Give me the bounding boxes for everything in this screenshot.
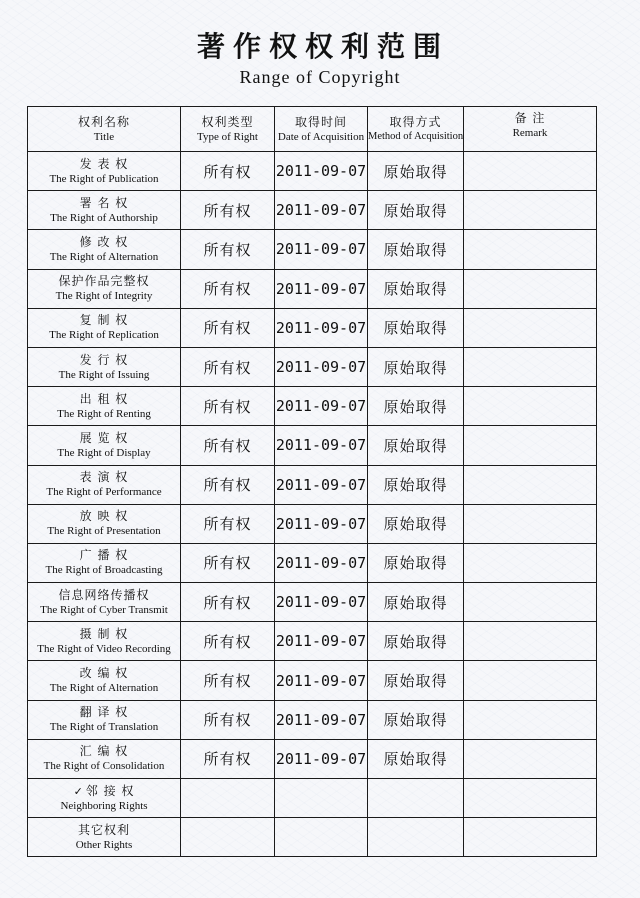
row-title-cn: 改 编 权 — [79, 666, 129, 681]
row-date-cell: 2011-09-07 — [275, 661, 368, 700]
row-title-cn: 表 演 权 — [79, 470, 129, 485]
row-title-cn-line — [28, 157, 180, 172]
row-title-cell — [28, 622, 181, 661]
row-title-cn: 发 行 权 — [79, 352, 129, 367]
row-date-cell — [275, 818, 368, 857]
row-title-en: The Right of Video Recording — [37, 642, 171, 655]
row-method-cell: 原始取得 — [368, 347, 464, 386]
row-remark-cell — [464, 152, 597, 191]
header-method — [368, 107, 464, 152]
row-title-cn: 广 播 权 — [79, 548, 129, 563]
row-method-cell: 原始取得 — [368, 269, 464, 308]
table-row — [28, 818, 597, 857]
check-mark: ✓ — [73, 784, 84, 798]
row-type-cell: 所有权 — [181, 543, 275, 582]
row-title-cn-line — [28, 274, 180, 289]
row-remark-cell — [464, 387, 597, 426]
header-remark-en: Remark — [512, 127, 548, 139]
row-title-cn-line — [28, 235, 180, 250]
row-title-en: The Right of Issuing — [58, 368, 150, 381]
row-title-en: The Right of Broadcasting — [45, 564, 163, 577]
row-title-cn-line — [28, 588, 180, 603]
row-remark-cell — [464, 543, 597, 582]
row-date-cell: 2011-09-07 — [275, 152, 368, 191]
table-row — [28, 230, 597, 269]
row-title-cell — [28, 347, 181, 386]
row-method-cell: 原始取得 — [368, 426, 464, 465]
table-row — [28, 504, 597, 543]
row-title-cell — [28, 543, 181, 582]
row-title-en: The Right of Authorship — [50, 211, 158, 224]
row-title-cell — [28, 152, 181, 191]
row-title-cell — [28, 230, 181, 269]
row-title-cn-line — [28, 313, 180, 328]
row-type-cell: 所有权 — [181, 426, 275, 465]
row-title-en: The Right of Renting — [57, 407, 151, 420]
row-remark-cell — [464, 779, 597, 818]
row-title-en: The Right of Alternation — [49, 250, 159, 263]
table-row — [28, 543, 597, 582]
row-title-cell — [28, 387, 181, 426]
table-row — [28, 191, 597, 230]
row-title-cn-line — [28, 666, 180, 681]
copyright-range-table-container — [27, 106, 596, 857]
table-body — [28, 152, 597, 857]
header-date — [275, 107, 368, 152]
row-title-cn-line — [28, 705, 180, 720]
table-row — [28, 269, 597, 308]
row-remark-cell — [464, 583, 597, 622]
row-type-cell: 所有权 — [181, 465, 275, 504]
table-row — [28, 661, 597, 700]
row-type-cell: 所有权 — [181, 661, 275, 700]
header-title-cn: 权利名称 — [77, 114, 130, 129]
row-title-en: The Right of Cyber Transmit — [40, 603, 168, 616]
row-title-en: The Right of Translation — [49, 721, 159, 734]
row-remark-cell — [464, 739, 597, 778]
row-title-cn-line — [28, 196, 180, 211]
row-title-en: The Right of Publication — [49, 172, 159, 185]
header-method-cn: 取得方式 — [389, 114, 442, 129]
header-date-cn: 取得时间 — [294, 114, 347, 129]
row-title-cell — [28, 426, 181, 465]
row-title-cn: 出 租 权 — [79, 391, 129, 406]
row-title-cn-line — [28, 744, 180, 759]
row-type-cell: 所有权 — [181, 504, 275, 543]
row-title-cn-line — [28, 548, 180, 563]
row-date-cell: 2011-09-07 — [275, 700, 368, 739]
row-title-cn-line — [28, 353, 180, 368]
row-title-cn: 放 映 权 — [79, 509, 129, 524]
header-title — [28, 107, 181, 152]
row-type-cell — [181, 779, 275, 818]
row-title-en: The Right of Integrity — [55, 290, 153, 303]
header-remark — [464, 107, 597, 152]
row-title-cell — [28, 465, 181, 504]
row-method-cell: 原始取得 — [368, 661, 464, 700]
row-method-cell: 原始取得 — [368, 583, 464, 622]
row-title-cn: 保护作品完整权 — [58, 274, 150, 289]
row-title-en: Neighboring Rights — [60, 799, 148, 812]
row-remark-cell — [464, 426, 597, 465]
row-title-cn-line — [28, 627, 180, 642]
header-remark-cn: 备 注 — [514, 111, 546, 125]
row-title-cell — [28, 700, 181, 739]
header-title-en: Title — [93, 130, 115, 143]
header-row — [28, 107, 597, 152]
row-date-cell: 2011-09-07 — [275, 543, 368, 582]
row-remark-cell — [464, 230, 597, 269]
row-title-cell — [28, 661, 181, 700]
row-type-cell: 所有权 — [181, 347, 275, 386]
row-remark-cell — [464, 622, 597, 661]
row-date-cell — [275, 779, 368, 818]
row-method-cell — [368, 779, 464, 818]
row-title-en: The Right of Performance — [46, 486, 162, 499]
row-method-cell: 原始取得 — [368, 308, 464, 347]
row-title-cn: 展 览 权 — [79, 430, 129, 445]
row-title-cn: 复 制 权 — [79, 313, 129, 328]
row-type-cell: 所有权 — [181, 191, 275, 230]
row-type-cell: 所有权 — [181, 700, 275, 739]
row-title-cell — [28, 269, 181, 308]
row-method-cell: 原始取得 — [368, 387, 464, 426]
table-row — [28, 622, 597, 661]
row-date-cell: 2011-09-07 — [275, 426, 368, 465]
row-date-cell: 2011-09-07 — [275, 387, 368, 426]
table-row — [28, 387, 597, 426]
copyright-range-table — [27, 106, 597, 857]
row-date-cell: 2011-09-07 — [275, 504, 368, 543]
row-title-en: The Right of Presentation — [47, 525, 161, 538]
header-date-en: Date of Acquisition — [277, 130, 365, 143]
row-remark-cell — [464, 347, 597, 386]
row-title-cn: 发 表 权 — [79, 156, 129, 171]
header-type-cn: 权利类型 — [201, 114, 254, 129]
row-title-cell — [28, 191, 181, 230]
row-type-cell: 所有权 — [181, 739, 275, 778]
table-row — [28, 739, 597, 778]
title-chinese: 著作权权利范围 — [196, 30, 449, 63]
row-date-cell: 2011-09-07 — [275, 230, 368, 269]
row-title-cn-line — [28, 509, 180, 524]
row-remark-cell — [464, 818, 597, 857]
table-row — [28, 779, 597, 818]
row-remark-cell — [464, 308, 597, 347]
row-title-cn: 信息网络传播权 — [58, 587, 150, 602]
row-title-cn-line — [28, 784, 180, 799]
row-method-cell: 原始取得 — [368, 191, 464, 230]
table-header — [28, 107, 597, 152]
row-title-en: The Right of Display — [57, 446, 151, 459]
row-title-cell — [28, 818, 181, 857]
row-method-cell: 原始取得 — [368, 152, 464, 191]
header-type — [181, 107, 275, 152]
table-row — [28, 347, 597, 386]
row-title-cn: 汇 编 权 — [79, 744, 129, 759]
row-title-cn: 邻 接 权 — [85, 783, 135, 798]
row-method-cell: 原始取得 — [368, 230, 464, 269]
row-type-cell: 所有权 — [181, 387, 275, 426]
row-title-cn: 修 改 权 — [79, 234, 129, 249]
row-remark-cell — [464, 191, 597, 230]
row-title-cell — [28, 504, 181, 543]
row-title-cn-line — [28, 823, 180, 838]
row-type-cell: 所有权 — [181, 152, 275, 191]
row-date-cell: 2011-09-07 — [275, 269, 368, 308]
table-row — [28, 700, 597, 739]
row-title-cn: 摄 制 权 — [79, 626, 129, 641]
row-remark-cell — [464, 504, 597, 543]
header-type-en: Type of Right — [197, 130, 258, 143]
row-type-cell — [181, 818, 275, 857]
row-remark-cell — [464, 661, 597, 700]
table-row — [28, 465, 597, 504]
row-method-cell: 原始取得 — [368, 622, 464, 661]
row-method-cell: 原始取得 — [368, 504, 464, 543]
row-type-cell: 所有权 — [181, 583, 275, 622]
header-method-en: Method of Acquisition — [368, 130, 464, 142]
row-date-cell: 2011-09-07 — [275, 583, 368, 622]
row-type-cell: 所有权 — [181, 622, 275, 661]
table-row — [28, 308, 597, 347]
row-remark-cell — [464, 465, 597, 504]
row-title-cell — [28, 779, 181, 818]
row-title-en: The Right of Consolidation — [43, 760, 165, 773]
table-row — [28, 152, 597, 191]
row-title-cell — [28, 308, 181, 347]
row-date-cell: 2011-09-07 — [275, 465, 368, 504]
row-title-cell — [28, 739, 181, 778]
row-type-cell: 所有权 — [181, 308, 275, 347]
row-type-cell: 所有权 — [181, 269, 275, 308]
row-method-cell: 原始取得 — [368, 465, 464, 504]
row-title-en: Other Rights — [75, 838, 133, 851]
row-remark-cell — [464, 269, 597, 308]
row-date-cell: 2011-09-07 — [275, 739, 368, 778]
row-date-cell: 2011-09-07 — [275, 347, 368, 386]
row-title-cn: 翻 译 权 — [79, 705, 129, 720]
row-title-en: The Right of Alternation — [49, 682, 159, 695]
row-title-cn: 署 名 权 — [79, 195, 129, 210]
table-row — [28, 583, 597, 622]
title-english: Range of Copyright — [239, 67, 401, 87]
row-method-cell — [368, 818, 464, 857]
row-title-cn-line — [28, 431, 180, 446]
row-date-cell: 2011-09-07 — [275, 191, 368, 230]
document-header — [0, 30, 640, 88]
row-type-cell: 所有权 — [181, 230, 275, 269]
row-title-cn-line — [28, 470, 180, 485]
row-title-cell — [28, 583, 181, 622]
row-date-cell: 2011-09-07 — [275, 622, 368, 661]
row-date-cell: 2011-09-07 — [275, 308, 368, 347]
row-method-cell: 原始取得 — [368, 700, 464, 739]
row-method-cell: 原始取得 — [368, 543, 464, 582]
table-row — [28, 426, 597, 465]
row-title-cn-line — [28, 392, 180, 407]
row-method-cell: 原始取得 — [368, 739, 464, 778]
row-title-en: The Right of Replication — [49, 329, 159, 342]
row-title-cn: 其它权利 — [77, 822, 130, 837]
row-remark-cell — [464, 700, 597, 739]
